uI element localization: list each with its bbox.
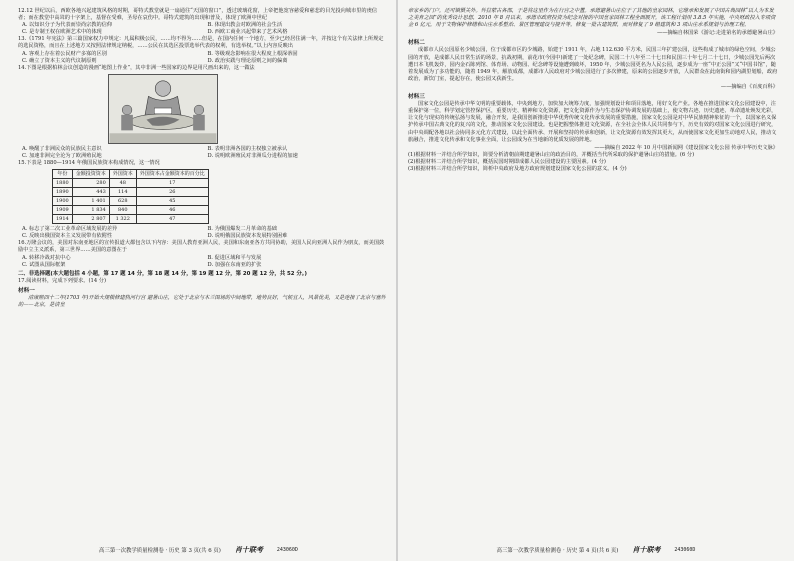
col-header-percent: 外国资本占金额资本的百分比 bbox=[136, 170, 208, 179]
q12-option-b: B. 体现出教会对欧洲的社会生活 bbox=[207, 22, 283, 29]
page-4-footer bbox=[398, 545, 794, 555]
question-14 bbox=[18, 65, 387, 160]
cell-year: 1900 bbox=[53, 197, 73, 206]
q15-option-c: C. 反映出俄国资本主义发展带有依附性 bbox=[22, 233, 113, 240]
question-15 bbox=[18, 160, 387, 240]
material-1-title: 材料一 bbox=[18, 287, 35, 294]
q14-options bbox=[22, 146, 387, 160]
cell-year: 1880 bbox=[53, 179, 73, 188]
footer-label: 高三第一次教学质量检测卷 · 历史 第 4 页(共 6 页) bbox=[496, 548, 619, 554]
cell-percent: 17 bbox=[136, 179, 208, 188]
col-header-foreign: 外国资本 bbox=[109, 170, 136, 179]
table-row bbox=[53, 197, 209, 206]
q12-stem: 12.12 世纪以后，西欧各地兴起建筑风格的时期，哥特式教堂就是一扇通往“天国的窗口”，透过玻璃花窗，上帝把他宽容慈爱和慈悲的目光投向城市里的虔信者；而在教堂中高耸的十字架上，基督在受难，圣母在哀伤中。哥特式建筑的出现和普及，体现了欧洲中世纪 bbox=[18, 8, 377, 22]
material-2-text: 成都市人民公园原名少城公园，位于成都市区的少城路，始建于 1911 年，占地 112.630 平方米，民国三年扩建公园，这些构成了城市的绿色空间，少城公园的开放，是成都人民日常生活的场景，抗战初期，前花市(今园中)新建了一处纪念碑，民国二十八年至二十七日和民国三十年七月二十七日，少城公园先后两次遭日本飞机轰炸，园内金石陈列馆、体育场、动物园、纪念碑等设施遭到破坏，1950 年，少城公园更名为人民公园，逐步成为一座“中正公园”又“中国书馆”，随着发展成为了多功能的，随着 1949 年，解放成都，成都市人民政府对少城公园进行了多次修建，原来的公园逐步开放，人民群众在此南街和园内湖里划船，政府政治，新饮门室，提起存在，使公园又获新生。 bbox=[408, 47, 778, 82]
material-1-text: 清康熙四十二年(1703 年)开始大规模修建热河行宫 避暑山庄，它处于北京与木兰围场的中间地带，地势良好，气候宜人，风景优美，又是连接了北京与塞外的——北京，是清皇 bbox=[18, 294, 386, 309]
cell-year: 1914 bbox=[53, 215, 73, 224]
q17-stem: 17.阅读材料，完成下列要求。(14 分) bbox=[18, 277, 106, 284]
cell-total: 280 bbox=[72, 179, 109, 188]
page-3-content bbox=[18, 8, 387, 309]
cell-percent: 47 bbox=[136, 215, 208, 224]
col-header-year: 年份 bbox=[53, 170, 73, 179]
q13-option-c: C. 确立了资本主义的代议制原则 bbox=[22, 57, 97, 64]
q12-options bbox=[22, 22, 387, 36]
cell-foreign: 1 322 bbox=[109, 215, 136, 224]
cell-year: 1890 bbox=[53, 188, 73, 197]
q12-option-c: C. 是专制王权在欧洲艺术中的体现 bbox=[22, 29, 102, 36]
task-3: (3)根据材料三并结合所学知识，简析中央政府及地方政府规划建设国家文化公园的意义。(4 分) bbox=[408, 165, 627, 172]
table-row bbox=[53, 215, 209, 224]
question-13 bbox=[18, 36, 387, 64]
material-3-title: 材料三 bbox=[408, 94, 425, 101]
question-17 bbox=[18, 278, 387, 309]
footer-code: 243060D bbox=[276, 547, 298, 553]
page-3-footer bbox=[0, 545, 397, 555]
material-1-continued: 帝家乡的门户，还可镇慑关外。外拉蒙古各部，于是将这里作为在行宫之中置。承德避暑山庄位于了其他的皇家园林，它继承和发展了中国古典园林“以人为本发之美育之园”的优秀设计思想，2010 年 8 月以来，承德市政府投资为纪念对接的中国皇家园林工程全面展开，该工程计划用 3.8.5 年实施，中央财政投入专项资金 6 亿元，用于文物保护修缮和山庄水系整治、景区管理建设与提升等。修复一批古建筑群，而对修复了 9 组建筑和 3 项山庄水系规划与治理工程。 bbox=[408, 8, 776, 29]
material-2-source: ——摘编自《百度百科》 bbox=[720, 83, 778, 90]
capital-table bbox=[52, 169, 209, 224]
cell-total: 2 807 bbox=[72, 215, 109, 224]
q15-option-a: A. 标志了第二次工业革命区域发展的差异 bbox=[22, 226, 118, 233]
material-3-text: 国家文化公园是传承中华文明的重要载体，中央到地方，加快加大统筹力度，加强规划设计和项目落地，用好文化产业。各地在推进国家文化公园建设中，注重保护第一位，科学划定管控保护区，重要历史、精神和文化资源，把文化资源作为与生态保护协调发展的基础上，使文物古迹、历史遗迹、革命遗址焕发光彩，让文化与现实的传统弘扬与发展，融合开发，是我国创新推进中华优秀传统文化传承发展的重要措施，国家文化公园是对中华民族精神象征的一个，以国家名义保护传承中国古典文化的复兴的文化，推动国家文化公园建设。也是把握整体推进文化资源，在全社会全体人民共同参与下，历史有效的对国家文化公园进行研究，由中央调配各地以社会协同多元化方式建设，以此全面传承、开展和坚持的传承和创新，让文化资源有效发挥其更大，从而使国家文化更加生动地对人民，推动文旅融合，推进文化传承和文化事业全面，让公园成为在当地新的优质发展的阵地。 bbox=[408, 101, 777, 143]
page-4 bbox=[398, 0, 794, 561]
material-1-source: ——摘编自林国荣《游记:走进第名的承德避暑山庄》 bbox=[656, 30, 778, 37]
col-header-total: 金额投资资本 bbox=[72, 170, 109, 179]
cartoon-illustration bbox=[109, 75, 217, 143]
q14-option-b: B. 表明非洲各国的主权独立被承认 bbox=[207, 145, 288, 152]
cell-foreign: 48 bbox=[109, 179, 136, 188]
table-row bbox=[53, 188, 209, 197]
q16-options bbox=[22, 255, 387, 269]
table-header-row bbox=[53, 170, 209, 179]
cell-foreign: 628 bbox=[109, 197, 136, 206]
q16-option-c: C. 试图从国际框架 bbox=[22, 261, 66, 268]
q13-option-b: B. 等级观念影响在很大程度上根深蒂固 bbox=[207, 50, 298, 57]
material-2-title: 材料二 bbox=[408, 40, 425, 47]
cell-percent: 26 bbox=[136, 188, 208, 197]
cell-foreign: 114 bbox=[109, 188, 136, 197]
q15-option-b: B. 为俄国爆发二月革命的基础 bbox=[207, 226, 277, 233]
q13-options bbox=[22, 51, 387, 65]
cell-total: 1 834 bbox=[72, 206, 109, 215]
q16-stem: 16.万隆会议的，美国对东南亚地区的宣传报道大都包含以下内容：美国人教育亚洲人民，美国和东南亚各方共同协助，美国人民向亚洲人民作为朋友，而美国鼓励中立主义派系，第三世界……美国的意图在于 bbox=[18, 240, 385, 254]
cell-foreign: 840 bbox=[109, 206, 136, 215]
footer-brand: 肖十联考 bbox=[632, 546, 661, 554]
section-2-heading: 二、非选择题(本大题包括 4 小题，第 17 题 14 分，第 18 题 14 分，第 19 题 12 分，第 20 题 12 分，共 52 分。) bbox=[18, 270, 307, 277]
q17-tasks bbox=[408, 152, 778, 173]
cell-percent: 45 bbox=[136, 197, 208, 206]
footer-code: 243060D bbox=[674, 547, 696, 553]
q12-option-a: A. 以知识分子为代表而崇尚宗教的信仰 bbox=[22, 22, 113, 29]
q15-options bbox=[22, 226, 387, 240]
q13-option-a: A. 客观上存在着公民财产多寡的区别 bbox=[22, 50, 107, 57]
cell-percent: 46 bbox=[136, 206, 208, 215]
footer-label: 高三第一次教学质量检测卷 · 历史 第 3 页(共 6 页) bbox=[99, 548, 221, 554]
question-12 bbox=[18, 8, 387, 36]
task-2: (2)根据材料二并结合所学知识，概括民国时期即成都人民公园建设的主要因素。(4 分) bbox=[408, 158, 606, 165]
q16-option-a: A. 转移冷战对抗中心 bbox=[22, 254, 71, 261]
q13-option-d: D. 政治实践与理论原则之间的偏离 bbox=[207, 57, 288, 64]
cell-total: 1 401 bbox=[72, 197, 109, 206]
table-row bbox=[53, 179, 209, 188]
page-4-content bbox=[408, 8, 778, 173]
q14-stem: 14.下图是根据柏林会议创造的漫画“地图上作业”，其中非洲一些国家的边界是用尺画出来的，这一做法 bbox=[18, 64, 255, 71]
q16-option-b: B. 促进区域和平与发展 bbox=[207, 254, 262, 261]
q15-option-d: D. 说明俄国民族资本发展特别困难 bbox=[207, 233, 288, 240]
table-row bbox=[53, 206, 209, 215]
cell-total: 443 bbox=[72, 188, 109, 197]
q14-option-c: C. 加速非洲完全沦为了欧洲殖民地 bbox=[22, 152, 102, 159]
footer-brand: 肖十联考 bbox=[234, 546, 263, 554]
q16-option-d: D. 加强在东南亚的扩张 bbox=[207, 261, 262, 268]
cell-year: 1909 bbox=[53, 206, 73, 215]
material-3-source: ——摘编自 2022 年 10 月中国新闻网《建设国家文化公园 传承中华历史文脉》 bbox=[594, 144, 778, 151]
berlin-conference-cartoon bbox=[108, 74, 218, 144]
q13-stem: 13.《1791 年宪法》第三篇国家权力中规定：凡属积极公民，……均不得为……但是，在国内任何一个地方，至少已经居住满一年，并按这个有关法律上所规定的选民资格，而且在上述地方又按照法律规定纳税，……公民在其选区投票选举代表的权利，有选举权。”以上内容反映出 bbox=[18, 36, 384, 50]
task-1: (1)根据材料一并结合所学知识，简要分析清朝前期建避暑山庄的政治目的，并概括当代所采取的保护避暑山庄的措施。(6 分) bbox=[408, 151, 695, 158]
question-16 bbox=[18, 240, 387, 268]
q15-stem: 15.下表是 1880—1914 年俄国民族资本构成情况，这一情况 bbox=[18, 160, 160, 167]
q14-option-a: A. 唤醒了非洲民众的民族民主意识 bbox=[22, 145, 102, 152]
q14-option-d: D. 说明欧洲殖民对非洲瓜分进程的加速 bbox=[207, 152, 298, 159]
q12-option-d: D. 西欧工商业兴起带来了艺术风格 bbox=[207, 29, 288, 36]
